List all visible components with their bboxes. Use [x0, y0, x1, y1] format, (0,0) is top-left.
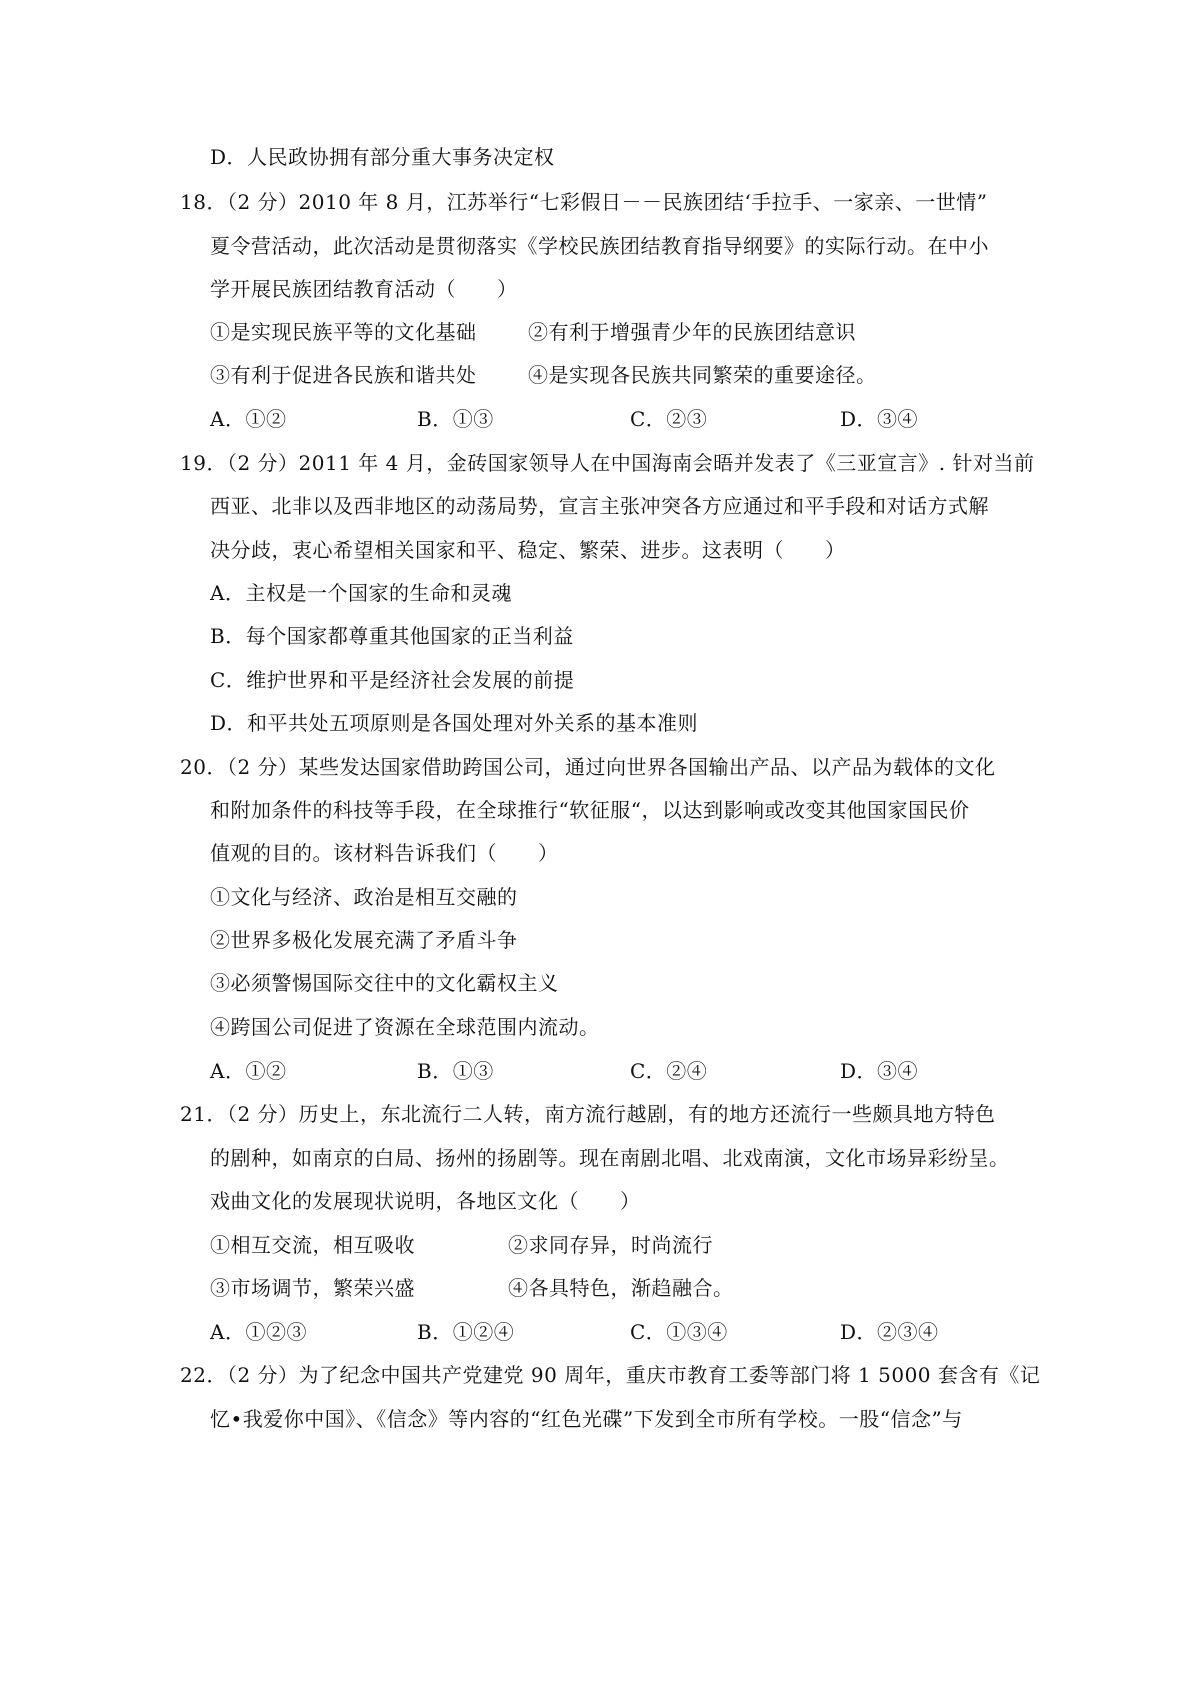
q20-statement-2: ②世界多极化发展充满了矛盾斗争 [210, 928, 518, 952]
q19-stem-line-3: 决分歧，衷心希望相关国家和平、稳定、繁荣、进步。这表明（ ） [210, 538, 846, 562]
q20-option-d: D．③④ [840, 1059, 919, 1083]
q18-stem-line-3: 学开展民族团结教育活动（ ） [210, 277, 518, 301]
q19-option-b: B．每个国家都尊重其他国家的正当利益 [210, 624, 574, 648]
q20-option-c: C．②④ [630, 1059, 708, 1083]
q18-option-c: C．②③ [630, 407, 708, 431]
q19-option-d: D．和平共处五项原则是各国处理对外关系的基本准则 [210, 711, 699, 735]
q21-option-c: C．①③④ [630, 1320, 728, 1344]
q18-option-a: A．①② [210, 407, 287, 431]
q18-statement-3: ③有利于促进各民族和谐共处 [210, 363, 477, 387]
q20-stem-line-2: 和附加条件的科技等手段，在全球推行“软征服“，以达到影响或改变其他国家国民价 [210, 798, 970, 822]
q21-statement-3: ③市场调节，繁荣兴盛 [210, 1276, 415, 1300]
q21-option-d: D．②③④ [840, 1320, 939, 1344]
q19-stem-line-2: 西亚、北非以及西非地区的动荡局势，宣言主张冲突各方应通过和平手段和对话方式解 [210, 494, 989, 518]
q21-stem-line-2: 的剧种，如南京的白局、扬州的扬剧等。现在南剧北唱、北戏南演，文化市场异彩纷呈。 [210, 1146, 1010, 1170]
q20-option-b: B．①③ [417, 1059, 494, 1083]
q20-statement-1: ①文化与经济、政治是相互交融的 [210, 885, 518, 909]
q17-option-d: D．人民政协拥有部分重大事务决定权 [210, 145, 555, 169]
q21-stem-line-3: 戏曲文化的发展现状说明，各地区文化（ ） [210, 1189, 641, 1213]
q18-option-b: B．①③ [417, 407, 494, 431]
q18-statement-1: ①是实现民族平等的文化基础 [210, 320, 477, 344]
q18-option-d: D．③④ [840, 407, 919, 431]
q21-statement-2: ②求同存异，时尚流行 [508, 1233, 713, 1257]
q19-option-a: A．主权是一个国家的生命和灵魂 [210, 581, 512, 605]
q18-statement-4: ④是实现各民族共同繁荣的重要途径。 [528, 363, 877, 387]
q19-stem-line-1: 19．（2 分）2011 年 4 月，金砖国家领导人在中国海南会晤并发表了《三亚宣言》. 针对当前 [180, 451, 1035, 475]
q21-option-a: A．①②③ [210, 1320, 307, 1344]
q20-statement-3: ③必须警惕国际交往中的文化霸权主义 [210, 971, 559, 995]
q19-option-c: C．维护世界和平是经济社会发展的前提 [210, 668, 575, 692]
q20-statement-4: ④跨国公司促进了资源在全球范围内流动。 [210, 1015, 600, 1039]
q21-statement-4: ④各具特色，渐趋融合。 [508, 1276, 734, 1300]
q20-stem-line-3: 值观的目的。该材料告诉我们（ ） [210, 841, 559, 865]
q20-stem-line-1: 20．（2 分）某些发达国家借助跨国公司，通过向世界各国输出产品、以产品为载体的文化 [180, 755, 996, 779]
q21-statement-1: ①相互交流，相互吸收 [210, 1233, 415, 1257]
q21-option-b: B．①②④ [417, 1320, 515, 1344]
q22-stem-line-2: 忆•我爱你中国》、《信念》等内容的“红色光碟”下发到全市所有学校。一股“信念”与 [210, 1407, 963, 1431]
q20-option-a: A．①② [210, 1059, 287, 1083]
q21-stem-line-1: 21．（2 分）历史上，东北流行二人转，南方流行越剧，有的地方还流行一些颇具地方特色 [180, 1102, 996, 1126]
q18-stem-line-2: 夏令营活动，此次活动是贯彻落实《学校民族团结教育指导纲要》的实际行动。在中小 [210, 234, 989, 258]
q22-stem-line-1: 22．（2 分）为了纪念中国共产党建党 90 周年，重庆市教育工委等部门将 1 5000 套含有《记 [180, 1363, 1041, 1387]
q18-statement-2: ②有利于增强青少年的民族团结意识 [528, 320, 856, 344]
q18-stem-line-1: 18．（2 分）2010 年 8 月，江苏举行“七彩假日－－民族团结‘手拉手、一家亲、一世情” [180, 190, 988, 214]
